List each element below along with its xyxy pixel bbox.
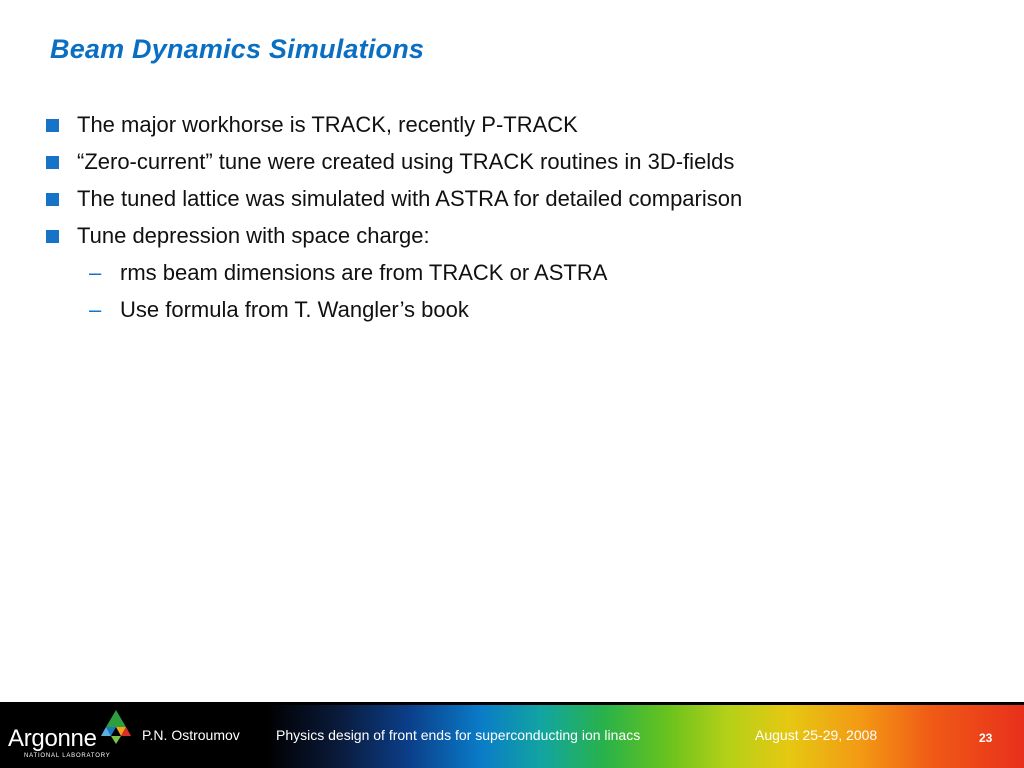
bullet-text: Tune depression with space charge: [77, 223, 430, 248]
bullet-text: “Zero-current” tune were created using TRACK routines in 3D-fields [77, 149, 735, 174]
sub-bullet-item [46, 258, 742, 295]
square-bullet-icon [46, 193, 59, 206]
argonne-triangle-logo-icon [96, 708, 136, 746]
square-bullet-icon [46, 230, 59, 243]
bullet-item [46, 147, 742, 184]
footer-author: P.N. Ostroumov [142, 727, 240, 743]
slide-title: Beam Dynamics Simulations [50, 34, 425, 64]
footer-divider [0, 702, 1024, 705]
bullet-text: The major workhorse is TRACK, recently P-TRACK [77, 112, 578, 137]
dash-marker: – [89, 260, 102, 285]
bullet-list [46, 110, 742, 332]
argonne-logo-text: Argonne [8, 725, 97, 752]
argonne-logo-subtitle: NATIONAL LABORATORY [24, 753, 111, 759]
bullet-item [46, 184, 742, 221]
bullet-text: The tuned lattice was simulated with ASTRA for detailed comparison [77, 186, 743, 211]
bullet-item [46, 110, 742, 147]
page-number: 23 [979, 731, 993, 745]
sub-bullet-text: Use formula from T. Wangler’s book [120, 297, 469, 322]
dash-marker: – [89, 297, 102, 322]
footer-talk-title: Physics design of front ends for superconducting ion linacs [276, 727, 641, 743]
sub-bullet-text: rms beam dimensions are from TRACK or ASTRA [120, 260, 608, 285]
square-bullet-icon [46, 119, 59, 132]
sub-bullet-item [46, 295, 742, 332]
bullet-item [46, 221, 742, 258]
square-bullet-icon [46, 156, 59, 169]
footer-date: August 25-29, 2008 [755, 727, 878, 743]
